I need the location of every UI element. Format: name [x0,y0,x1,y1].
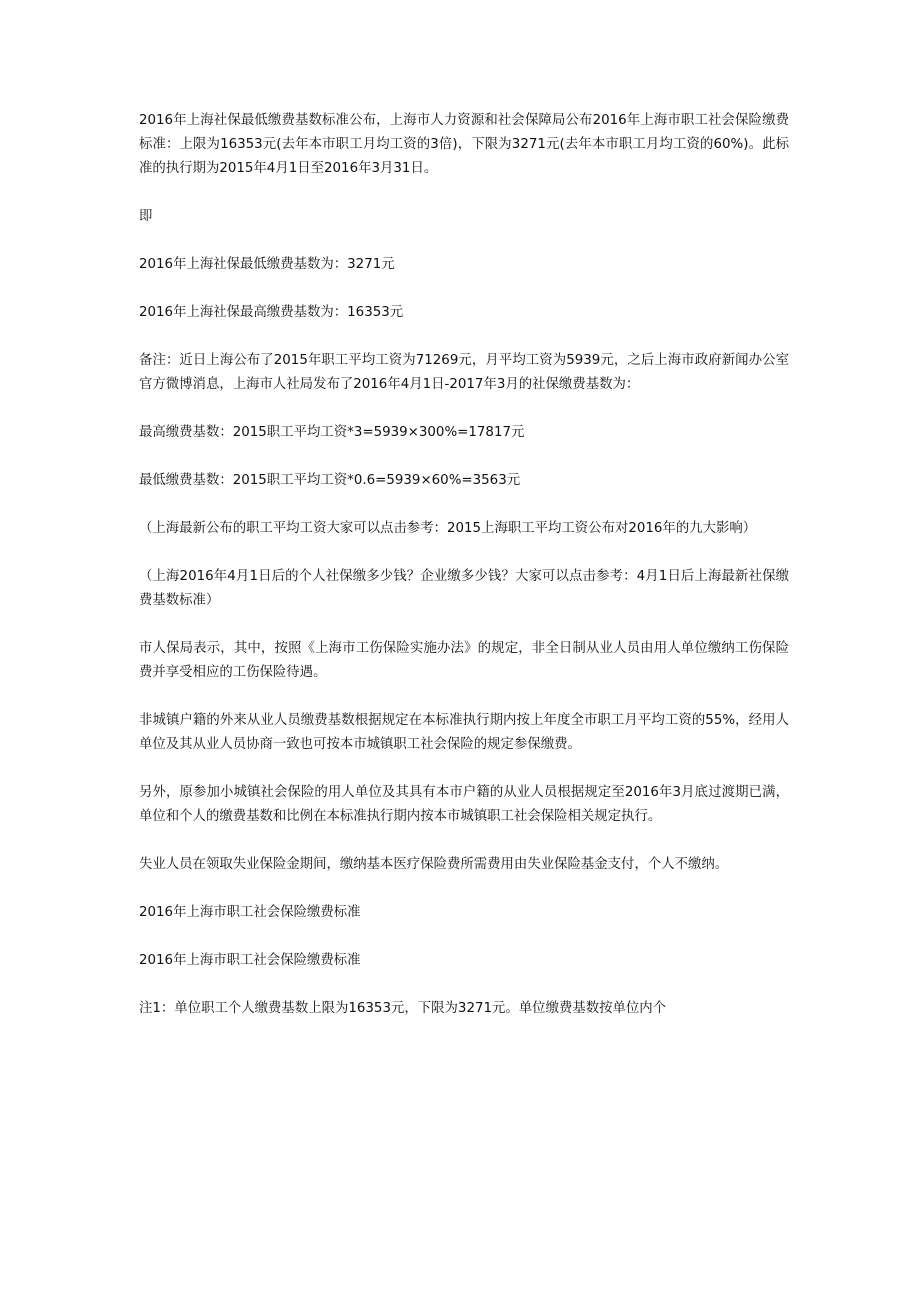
max-base-paragraph: 2016年上海社保最高缴费基数为：16353元 [139,305,404,320]
unemployed-paragraph: 失业人员在领取失业保险金期间，缴纳基本医疗保险费所需费用由失业保险基金支付，个人不缴纳。 [139,857,729,872]
note-1-paragraph: 注1：单位职工个人缴费基数上限为16353元，下限为3271元。单位缴费基数按单位内个 [139,1001,667,1016]
injury-insurance-paragraph: 市人保局表示，其中，按照《上海市工伤保险实施办法》的规定，非全日制从业人员由用人单位缴纳工伤保险费并享受相应的工伤保险待遇。 [139,641,789,680]
min-formula-paragraph: 最低缴费基数：2015职工平均工资*0.6=5939×60%=3563元 [139,473,521,488]
standard-heading-2: 2016年上海市职工社会保险缴费标准 [139,953,361,968]
intro-paragraph: 2016年上海社保最低缴费基数标准公布，上海市人力资源和社会保障局公布2016年上海市职工社会保险缴费标准：上限为16353元(去年本市职工月均工资的3倍)，下限为3271元(去年本市职工月均工资的60%)。此标准的执行期为2015年4月1日至2016年3月31日。 [139,113,789,176]
min-base-paragraph: 2016年上海社保最低缴费基数为：3271元 [139,257,395,272]
standard-heading-1: 2016年上海市职工社会保险缴费标准 [139,905,361,920]
document-body [139,109,789,1021]
reference-link-paragraph-2: （上海2016年4月1日后的个人社保缴多少钱？企业缴多少钱？大家可以点击参考：4月1日后上海最新社保缴费基数标准） [139,569,789,608]
ji-paragraph: 即 [139,209,153,224]
remark-paragraph: 备注：近日上海公布了2015年职工平均工资为71269元，月平均工资为5939元，之后上海市政府新闻办公室官方微博消息，上海市人社局发布了2016年4月1日-2017年3月的社保缴费基数为： [139,353,789,392]
max-formula-paragraph: 最高缴费基数：2015职工平均工资*3=5939×300%=17817元 [139,425,525,440]
non-urban-paragraph: 非城镇户籍的外来从业人员缴费基数根据规定在本标准执行期内按上年度全市职工月平均工资的55%，经用人单位及其从业人员协商一致也可按本市城镇职工社会保险的规定参保缴费。 [139,713,789,752]
reference-link-paragraph-1: （上海最新公布的职工平均工资大家可以点击参考：2015上海职工平均工资公布对2016年的九大影响） [139,521,757,536]
small-town-paragraph: 另外，原参加小城镇社会保险的用人单位及其具有本市户籍的从业人员根据规定至2016年3月底过渡期已满，单位和个人的缴费基数和比例在本标准执行期内按本市城镇职工社会保险相关规定执行。 [139,785,789,824]
